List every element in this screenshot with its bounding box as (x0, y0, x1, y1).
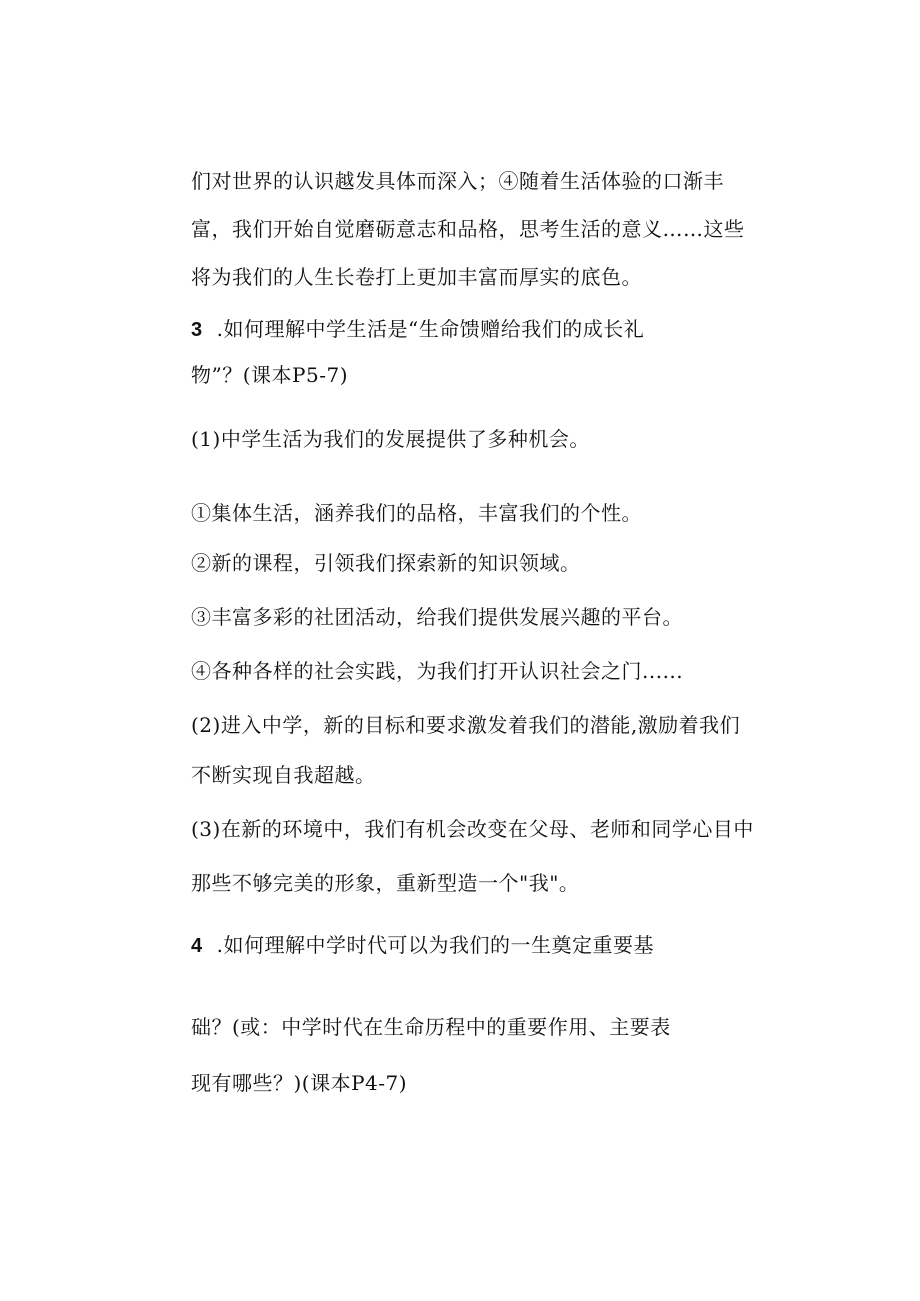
answer-point: (1)中学生活为我们的发展提供了多种机会。 (191, 427, 590, 451)
answer-point-line: 那些不够完美的形象，重新型造一个"我"。 (191, 871, 580, 895)
question-text: .如何理解中学时代可以为我们的一生奠定重要基 (216, 933, 654, 957)
question-number: 4 (191, 935, 203, 957)
list-item: ④各种各样的社会实践，为我们打开认识社会之门...... (191, 659, 684, 683)
list-item: ①集体生活，涵养我们的品格，丰富我们的个性。 (191, 501, 642, 525)
paragraph-line: 们对世界的认识越发具体而深入；④随着生活体验的口渐丰 (191, 169, 724, 193)
answer-point: (2)进入中学，新的目标和要求激发着我们的潜能,激励着我们 (191, 713, 741, 737)
question-3-heading (191, 316, 644, 343)
question-text: .如何理解中学生活是“生命馈赠给我们的成长礼 (216, 317, 645, 341)
question-number: 3 (191, 319, 203, 341)
question-text-line: 物”？(课本P5-7) (191, 363, 348, 387)
question-text-line: 础？(或：中学时代在生命历程中的重要作用、主要表 (191, 1015, 671, 1039)
list-item: ②新的课程，引领我们探索新的知识领域。 (191, 551, 581, 575)
paragraph-line: 富，我们开始自觉磨砺意志和品格，思考生活的意义……这些 (191, 217, 745, 241)
list-item: ③丰富多彩的社团活动，给我们提供发展兴趣的平台。 (191, 605, 683, 629)
question-4-heading (191, 932, 654, 959)
answer-point: (3)在新的环境中，我们有机会改变在父母、老师和同学心目中 (191, 817, 754, 841)
question-text-line: 现有哪些？)(课本P4-7) (191, 1071, 408, 1095)
answer-point-line: 不断实现自我超越。 (191, 763, 376, 787)
paragraph-line: 将为我们的人生长卷打上更加丰富而厚实的底色。 (191, 265, 642, 289)
